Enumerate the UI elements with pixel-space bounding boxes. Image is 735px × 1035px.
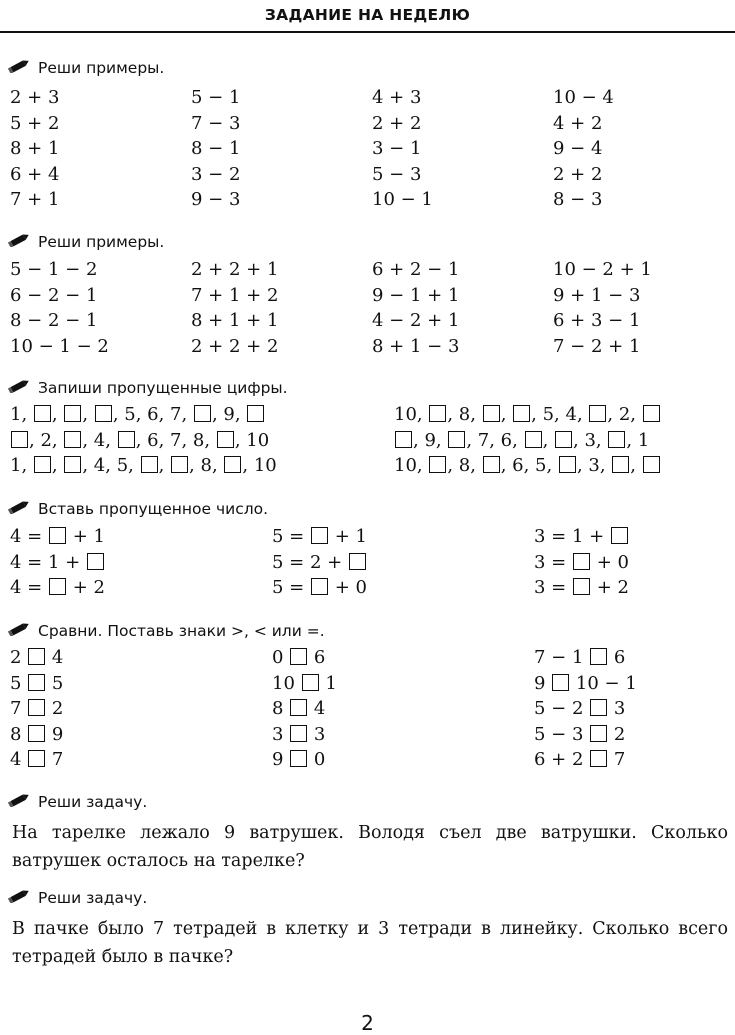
exercise-item: 4 + 3 <box>372 87 422 108</box>
exercise-item: 5 − 3 2 <box>534 723 626 745</box>
task-title <box>8 888 147 908</box>
exercise-item: 7 + 1 + 2 <box>191 284 279 306</box>
answer-box[interactable] <box>64 456 81 473</box>
exercise-item: 2 + 3 <box>10 87 60 108</box>
exercise-item: 8 4 <box>272 698 326 719</box>
exercise-item: 6 + 2 − 1 <box>372 259 460 280</box>
exercise-item: 7 − 1 6 <box>534 647 626 668</box>
exercise-item: 3 − 2 <box>191 163 241 185</box>
pencil-icon <box>8 233 30 251</box>
pencil-icon <box>8 622 30 640</box>
task-title-label: Реши задачу. <box>38 793 148 811</box>
exercise-item: 3 3 <box>272 723 326 745</box>
exercise-item: 10 − 4 <box>553 87 614 108</box>
header-divider <box>0 31 735 33</box>
task-title-label: Запиши пропущенные цифры. <box>38 379 288 397</box>
exercise-item: 10 − 1 <box>372 189 433 210</box>
answer-box[interactable] <box>483 405 500 422</box>
exercise-item: 5 − 3 <box>372 163 422 185</box>
exercise-item: 5 5 <box>10 672 64 694</box>
answer-box[interactable] <box>395 431 412 448</box>
answer-box[interactable] <box>87 553 104 570</box>
exercise-item: 2 + 2 + 1 <box>191 259 279 280</box>
answer-box[interactable] <box>118 431 135 448</box>
task-title-label: Реши задачу. <box>38 889 148 907</box>
exercise-item: 3 = 1 + <box>534 526 629 548</box>
answer-box[interactable] <box>247 405 264 422</box>
pencil-icon <box>8 379 30 397</box>
task-title-label: Сравни. Поставь знаки >, < или =. <box>38 622 325 640</box>
answer-box[interactable] <box>590 725 607 742</box>
answer-box[interactable] <box>525 431 542 448</box>
answer-box[interactable] <box>573 578 590 595</box>
exercise-item: 8 − 2 − 1 <box>10 310 98 331</box>
answer-box[interactable] <box>290 725 307 742</box>
answer-box[interactable] <box>141 456 158 473</box>
exercise-item: 8 + 1 <box>10 138 60 159</box>
exercise-item: 2 + 2 <box>372 112 422 134</box>
exercise-item: 9 0 <box>272 749 326 770</box>
answer-box[interactable] <box>311 527 328 544</box>
task-title <box>8 499 268 519</box>
answer-box[interactable] <box>559 456 576 473</box>
exercise-item: 7 + 1 <box>10 189 60 210</box>
exercise-item: 10, , 8, , , 5, 4, , 2, <box>394 404 661 426</box>
exercise-item: 9 − 4 <box>553 138 603 159</box>
exercise-item: 2 + 2 + 2 <box>191 335 279 357</box>
answer-box[interactable] <box>589 405 606 422</box>
exercise-item: 8 + 1 − 3 <box>372 335 460 357</box>
answer-box[interactable] <box>28 750 45 767</box>
exercise-item: 4 = + 2 <box>10 577 105 598</box>
exercise-item: 9 10 − 1 <box>534 672 637 694</box>
exercise-item: 8 − 1 <box>191 138 241 159</box>
exercise-item: 1, , , 4, 5, , , 8, , 10 <box>10 455 277 476</box>
answer-box[interactable] <box>28 699 45 716</box>
exercise-item: 7 − 2 + 1 <box>553 335 641 357</box>
answer-box[interactable] <box>483 456 500 473</box>
exercise-item: 7 − 3 <box>191 112 241 134</box>
exercise-item: 10 − 2 + 1 <box>553 259 652 280</box>
page-title: ЗАДАНИЕ НА НЕДЕЛЮ <box>264 6 471 24</box>
exercise-item: 2 4 <box>10 647 64 668</box>
exercise-item: 5 = + 1 <box>272 526 367 547</box>
answer-box[interactable] <box>429 405 446 422</box>
answer-box[interactable] <box>49 527 66 544</box>
exercise-item: , 9, , 7, 6, , , 3, , 1 <box>394 430 649 452</box>
answer-box[interactable] <box>34 456 51 473</box>
exercise-item: 10 − 1 − 2 <box>10 335 109 357</box>
task-title-label: Вставь пропущенное число. <box>38 500 269 518</box>
task-title <box>8 58 164 78</box>
task-title-label: Реши примеры. <box>38 233 165 251</box>
exercise-item: 5 + 2 <box>10 112 60 134</box>
answer-box[interactable] <box>49 578 66 595</box>
answer-box[interactable] <box>590 699 607 716</box>
exercise-item: 6 − 2 − 1 <box>10 284 98 306</box>
answer-box[interactable] <box>429 456 446 473</box>
word-problem-text: В пачке было 7 тетрадей в клетку и 3 тетради в линейку. Сколько всего тетрадей было в пачке? <box>12 919 728 967</box>
task-title <box>8 792 147 812</box>
exercise-item: 4 + 2 <box>553 112 603 134</box>
answer-box[interactable] <box>552 674 569 691</box>
exercise-item: 9 − 3 <box>191 189 241 210</box>
answer-box[interactable] <box>95 405 112 422</box>
pencil-icon <box>8 889 30 907</box>
answer-box[interactable] <box>290 750 307 767</box>
answer-box[interactable] <box>349 553 366 570</box>
answer-box[interactable] <box>612 456 629 473</box>
pencil-icon <box>8 500 30 518</box>
exercise-item: 8 9 <box>10 723 64 745</box>
answer-box[interactable] <box>555 431 572 448</box>
exercise-item: 10, , 8, , 6, 5, , 3, , <box>394 455 661 477</box>
answer-box[interactable] <box>573 553 590 570</box>
exercise-item: 10 1 <box>272 672 337 694</box>
page-number: 2 <box>361 1011 374 1035</box>
word-problem-text: На тарелке лежало 9 ватрушек. Володя съел две ватрушки. Сколько ватрушек осталось на тарелке? <box>12 823 728 871</box>
pencil-icon <box>8 793 30 811</box>
answer-box[interactable] <box>311 578 328 595</box>
answer-box[interactable] <box>34 405 51 422</box>
exercise-item: 3 = + 0 <box>534 551 629 573</box>
answer-box[interactable] <box>590 750 607 767</box>
answer-box[interactable] <box>194 405 211 422</box>
exercise-item: 6 + 2 7 <box>534 749 626 770</box>
exercise-item: 5 − 1 <box>191 87 241 108</box>
exercise-item: 8 + 1 + 1 <box>191 310 279 331</box>
exercise-item: 1, , , , 5, 6, 7, , 9, <box>10 404 265 426</box>
answer-box[interactable] <box>224 456 241 473</box>
task-title <box>8 232 164 252</box>
exercise-item: , 2, , 4, , 6, 7, 8, , 10 <box>10 430 269 452</box>
exercise-item: 5 = 2 + <box>272 552 367 574</box>
answer-box[interactable] <box>513 405 530 422</box>
answer-box[interactable] <box>608 431 625 448</box>
answer-box[interactable] <box>611 527 628 544</box>
answer-box[interactable] <box>64 405 81 422</box>
answer-box[interactable] <box>28 725 45 742</box>
answer-box[interactable] <box>643 405 660 422</box>
task-title-label: Реши примеры. <box>38 59 165 77</box>
answer-box[interactable] <box>290 699 307 716</box>
exercise-item: 4 = + 1 <box>10 526 105 547</box>
answer-box[interactable] <box>448 431 465 448</box>
exercise-item: 3 = + 2 <box>534 577 629 598</box>
exercise-item: 4 = 1 + <box>10 552 105 574</box>
answer-box[interactable] <box>64 431 81 448</box>
answer-box[interactable] <box>171 456 188 473</box>
task-title <box>8 621 325 641</box>
answer-box[interactable] <box>302 674 319 691</box>
exercise-item: 3 − 1 <box>372 138 422 159</box>
exercise-item: 9 + 1 − 3 <box>553 284 641 306</box>
answer-box[interactable] <box>28 674 45 691</box>
answer-box[interactable] <box>11 431 28 448</box>
answer-box[interactable] <box>643 456 660 473</box>
answer-box[interactable] <box>217 431 234 448</box>
answer-box[interactable] <box>590 648 607 665</box>
exercise-item: 0 6 <box>272 647 326 668</box>
exercise-item: 4 − 2 + 1 <box>372 310 460 331</box>
exercise-item: 8 − 3 <box>553 189 603 210</box>
answer-box[interactable] <box>290 648 307 665</box>
task-title <box>8 378 288 398</box>
exercise-item: 5 − 2 3 <box>534 698 626 719</box>
exercise-item: 9 − 1 + 1 <box>372 284 460 306</box>
exercise-item: 5 − 1 − 2 <box>10 259 98 280</box>
exercise-item: 7 2 <box>10 698 64 719</box>
exercise-item: 2 + 2 <box>553 163 603 185</box>
pencil-icon <box>8 59 30 77</box>
exercise-item: 5 = + 0 <box>272 577 367 598</box>
answer-box[interactable] <box>28 648 45 665</box>
exercise-item: 4 7 <box>10 749 64 770</box>
exercise-item: 6 + 4 <box>10 163 60 185</box>
exercise-item: 6 + 3 − 1 <box>553 310 641 331</box>
